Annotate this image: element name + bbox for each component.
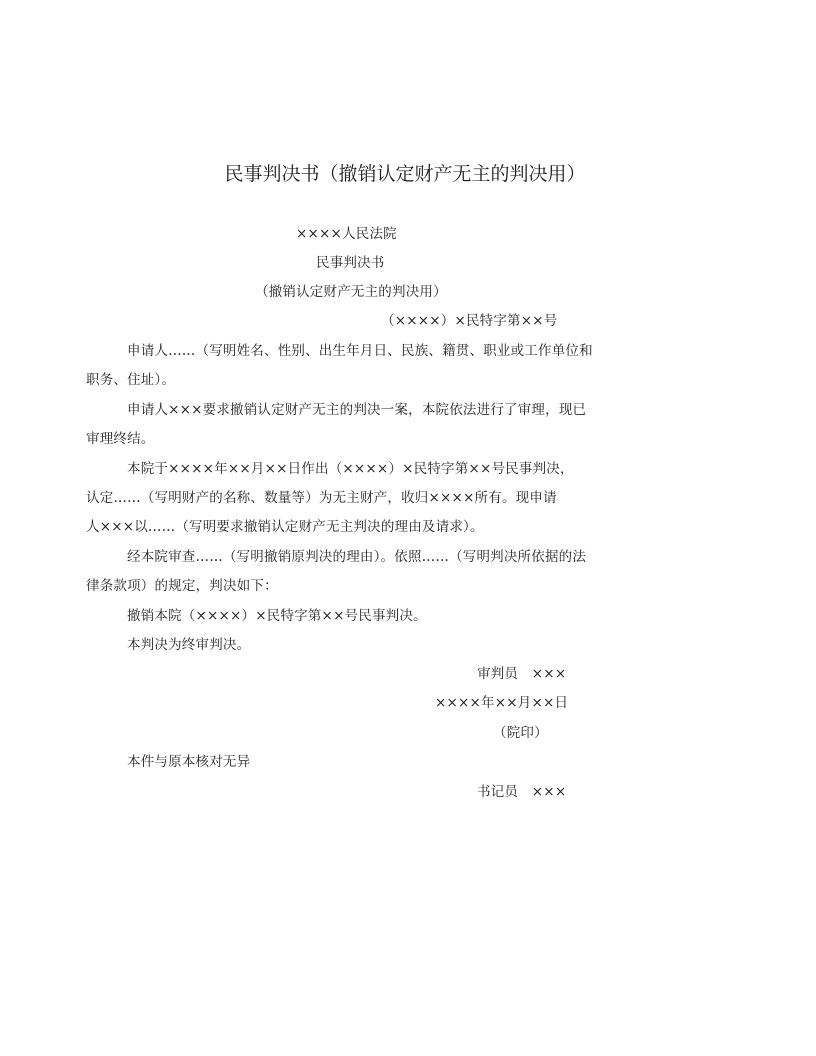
- document-title: 民事判决书（撤销认定财产无主的判决用）: [224, 163, 586, 185]
- request-paragraph-line-1: 申请人×××要求撤销认定财产无主的判决一案，本院依法进行了审理，现已: [127, 402, 587, 418]
- judgment-date: ××××年××月××日: [435, 695, 569, 711]
- clerk-signature: 书记员 ×××: [477, 784, 567, 800]
- facts-paragraph-line-3: 人×××以……（写明要求撤销认定财产无主判决的理由及请求）。: [86, 519, 484, 535]
- applicant-paragraph-line-2: 职务、住址）。: [86, 372, 176, 388]
- court-name: ××××人民法院: [296, 226, 397, 242]
- review-paragraph-line-2: 律条款项）的规定，判决如下：: [86, 578, 278, 594]
- applicant-paragraph-line-1: 申请人……（写明姓名、性别、出生年月日、民族、籍贯、职业或工作单位和: [127, 343, 593, 359]
- facts-paragraph-line-2: 认定……（写明财产的名称、数量等）为无主财产，收归××××所有。现申请: [86, 490, 557, 506]
- doc-subtitle: （撤销认定财产无主的判决用）: [255, 284, 447, 300]
- judge-signature: 审判员 ×××: [477, 666, 567, 682]
- request-paragraph-line-2: 审理终结。: [86, 431, 155, 447]
- doc-type: 民事判决书: [316, 255, 385, 271]
- court-seal: （院印）: [493, 725, 548, 741]
- final-judgment-paragraph: 本判决为终审判决。: [127, 637, 251, 653]
- judgment-paragraph: 撤销本院（××××）×民特字第××号民事判决。: [127, 608, 427, 624]
- review-paragraph-line-1: 经本院审查……（写明撤销原判决的理由）。依照……（写明判决所依据的法: [127, 549, 587, 565]
- facts-paragraph-line-1: 本院于××××年××月××日作出（××××）×民特字第××号民事判决，: [127, 461, 574, 477]
- case-number: （××××）×民特字第××号: [381, 313, 558, 329]
- verification-note: 本件与原本核对无异: [127, 754, 251, 770]
